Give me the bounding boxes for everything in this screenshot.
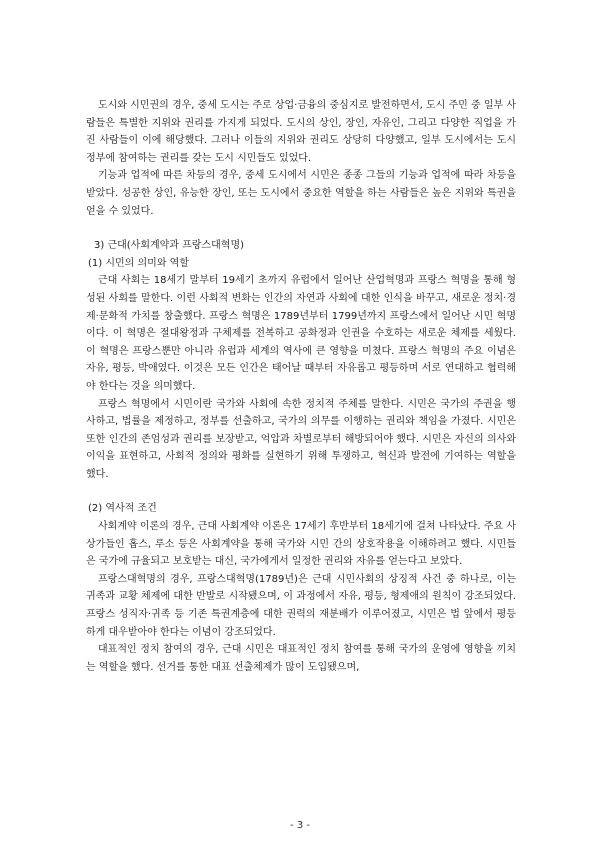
subsection-heading-historical-conditions: (2) 역사적 조건	[88, 503, 157, 515]
paragraph-merit-differentiation: 기능과 업적에 따른 차등의 경우, 중세 도시에서 시민은 종종 그들의 기능과 업적에 따라 차등을 받았다. 성공한 상인, 유능한 장인, 또는 도시에서 중요한 역할을 하는 사람들은 높은 지위와 특권을 얻을 수 있었다.	[86, 170, 516, 217]
paragraph-political-participation: 대표적인 정치 참여의 경우, 근대 시민은 대표적인 정치 참여를 통해 국가의 운영에 영향을 끼치는 역할을 했다. 선거를 통한 대표 선출체제가 많이 도입됐으며,	[86, 644, 516, 673]
subsection-heading-meaning-role: (1) 시민의 의미와 역할	[88, 257, 189, 269]
section-heading-modern: 3) 근대(사회계약과 프랑스대혁명)	[94, 240, 245, 252]
paragraph-social-contract: 사회계약 이론의 경우, 근대 사회계약 이론은 17세기 후반부터 18세기에 걸쳐 나타났다. 주요 사상가들인 홉스, 루소 등은 사회계약을 통해 국가와 시민 간의 상호작용을 이해하려고 했다. 시민들은 국가에 규율되고 보호받는 대신, 국가에게서 일정한 권리와 자유를 얻는다고 보았다.	[86, 521, 516, 568]
page-number: - 3 -	[290, 820, 310, 831]
paragraph-french-revolution: 프랑스대혁명의 경우, 프랑스대혁명(1789년)은 근대 시민사회의 상징적 사건 중 하나로, 이는 귀족과 교황 체제에 대한 반발로 시작됐으며, 이 과정에서 자유, 평등, 형제애의 원칙이 강조되었다. 프랑스 성직자·귀족 등 기존 특권계층에 대한 권력의 재분배가 이루어졌고, 시민은 법 앞에서 평등하게 대우받아야 한다는 이념이 강조되었다.	[86, 573, 516, 638]
paragraph-city-citizenship: 도시와 시민권의 경우, 중세 도시는 주로 상업·금융의 중심지로 발전하면서, 도시 주민 중 일부 사람들은 특별한 지위와 권리를 가지게 되었다. 도시의 상인, 장인, 자유인, 그리고 다양한 직업을 가진 사람들이 이에 해당했다. 그러나 이들의 지위와 권리도 상당히 다양했고, 일부 도시에서는 도시 정부에 참여하는 권리를 갖는 도시 시민들도 있었다.	[86, 100, 516, 164]
paragraph-modern-society: 근대 사회는 18세기 말부터 19세기 초까지 유럽에서 일어난 산업혁명과 프랑스 혁명을 통해 형성된 사회를 말한다. 이런 사회적 변화는 인간의 자연과 사회에 대한 인식을 바꾸고, 새로운 정치·경제·문화적 가치를 창출했다. 프랑스 혁명은 1789년부터 1799년까지 프랑스에서 일어난 시민 혁명이다. 이 혁명은 절대왕정과 구체제를 전복하고 공화정과 인권을 수호하는 새로운 체제를 세웠다. 이 혁명은 프랑스뿐만 아니라 유럽과 세계의 역사에 큰 영향을 미쳤다. 프랑스 혁명의 주요 이념은 자유, 평등, 박애였다. 이것은 모든 인간은 태어날 때부터 자유롭고 평등하며 서로 연대하고 협력해야 한다는 것을 의미했다.	[86, 275, 516, 392]
document-body	[86, 97, 516, 676]
paragraph-citizen-definition: 프랑스 혁명에서 시민이란 국가와 사회에 속한 정치적 주체를 말한다. 시민은 국가의 주권을 행사하고, 법률을 제정하고, 정부를 선출하고, 국가의 의무를 이행하는 권리와 책임을 가졌다. 시민은 또한 인간의 존엄성과 권리를 보장받고, 억압과 차별로부터 해방되어야 했다. 시민은 자신의 의사와 이익을 표현하고, 사회적 정의와 평화를 실현하기 위해 투쟁하고, 혁신과 발전에 기여하는 역할을 했다.	[86, 398, 516, 480]
